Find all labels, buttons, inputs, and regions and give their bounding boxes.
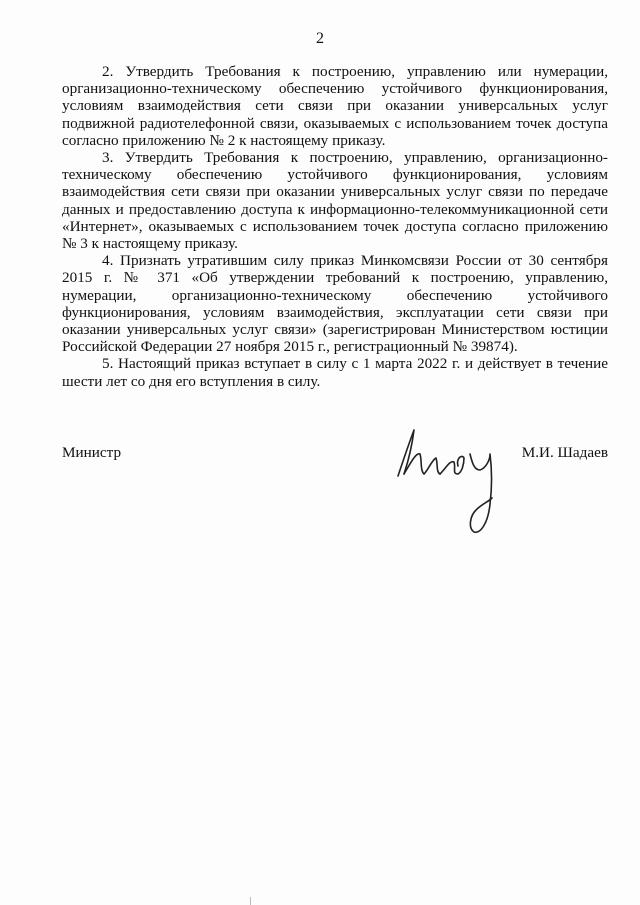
paragraph-item-2: 2. Утвердить Требования к построению, управлению или нумерации, организационно-техническому обеспечению устойчивого функционирования, условиям взаимодействия сети связи при оказании универсальных услуг подвижной радиотелефонной связи, оказываемых с использованием точек доступа согласно приложению № 2 к настоящему приказу. <box>62 63 608 149</box>
signature-block <box>62 444 608 554</box>
paragraph-item-4: 4. Признать утратившим силу приказ Минкомсвязи России от 30 сентября 2015 г. № 371 «Об утверждении требований к построению, управлению, нумерации, организационно-техническому обеспечению устойчивого функционирования, условиям взаимодействия, эксплуатации сети связи при оказании универсальных услуг связи» (зарегистрирован Министерством юстиции Российской Федерации 27 ноября 2015 г., регистрационный № 39874). <box>62 252 608 356</box>
signer-title: Министр <box>62 444 122 461</box>
paragraph-item-3: 3. Утвердить Требования к построению, управлению, организационно-техническому обеспечению устойчивого функционирования, условиям взаимодействия сети связи при оказании универсальных услуг связи по передаче данных и предоставлению доступа к информационно-телекоммуникационной сети «Интернет», оказываемых с использованием точек доступа согласно приложению № 3 к настоящему приказу. <box>62 149 608 253</box>
page-number: 2 <box>316 30 324 47</box>
handwritten-signature <box>392 424 522 544</box>
signer-name: М.И. Шадаев <box>521 444 608 461</box>
document-body <box>62 63 608 390</box>
scan-artifact-mark <box>250 897 251 905</box>
paragraph-item-5: 5. Настоящий приказ вступает в силу с 1 марта 2022 г. и действует в течение шести лет со дня его вступления в силу. <box>62 355 608 390</box>
